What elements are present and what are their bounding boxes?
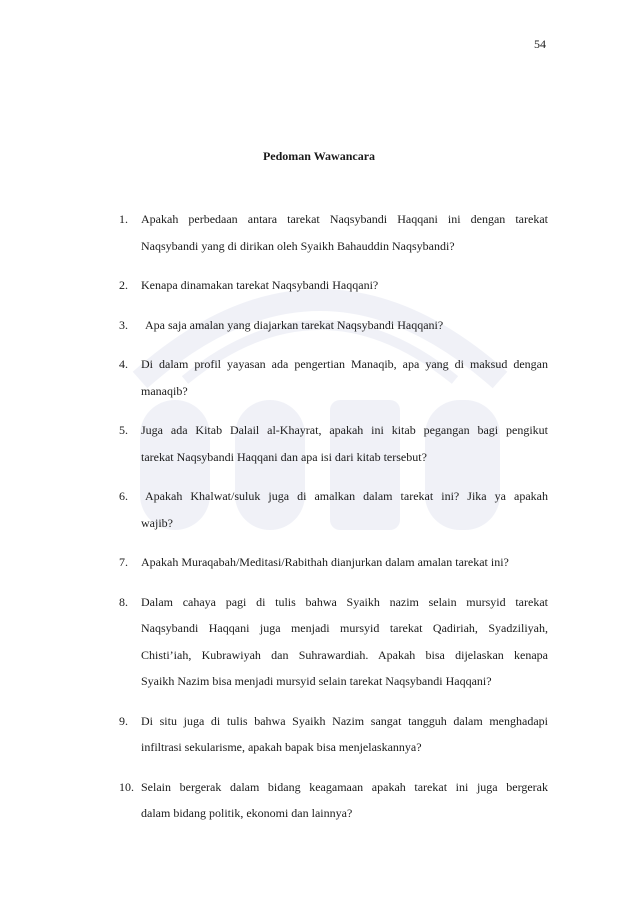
- question-number: 3.: [119, 317, 128, 332]
- question-item-8: [119, 589, 548, 695]
- question-line: Apakah Muraqabah/Meditasi/Rabithah dianjurkan dalam amalan tarekat ini?: [141, 555, 509, 569]
- question-line: tarekat Naqsybandi Haqqani dan apa isi dari kitab tersebut?: [141, 449, 427, 464]
- question-line: Apakah perbedaan antara tarekat Naqsybandi Haqqani ini dengan tarekat: [141, 212, 548, 226]
- question-line: Di dalam profil yayasan ada pengertian Manaqib, apa yang di maksud dengan: [141, 357, 548, 371]
- question-line: Apa saja amalan yang diajarkan tarekat Naqsybandi Haqqani?: [145, 317, 444, 332]
- question-line: infiltrasi sekularisme, apakah bapak bisa menjelaskannya?: [141, 740, 422, 754]
- question-number: 5.: [119, 423, 128, 437]
- question-line: wajib?: [141, 515, 173, 530]
- question-number: 7.: [119, 555, 128, 569]
- question-item-2: [119, 272, 548, 299]
- question-item-7: [119, 549, 548, 576]
- question-number: 1.: [119, 212, 128, 226]
- page-number: 54: [534, 37, 546, 51]
- page-title: Pedoman Wawancara: [262, 149, 376, 163]
- question-line: Syaikh Nazim bisa menjadi mursyid selain tarekat Naqsybandi Haqqani?: [141, 674, 492, 688]
- question-line: dalam bidang politik, ekonomi dan lainnya?: [141, 806, 353, 820]
- question-item-6: [119, 483, 548, 536]
- question-line: Chisti’iah, Kubrawiyah dan Suhrawardiah. Apakah bisa dijelaskan kenapa: [141, 647, 548, 662]
- question-item-3: [119, 312, 548, 339]
- question-line: Naqsybandi yang di dirikan oleh Syaikh Bahauddin Naqsybandi?: [141, 238, 455, 253]
- question-number: 4.: [119, 357, 128, 371]
- question-item-9: [119, 708, 548, 761]
- question-line: Naqsybandi Haqqani juga menjadi mursyid tarekat Qadiriah, Syadziliyah,: [141, 621, 548, 635]
- question-item-4: [119, 351, 548, 404]
- question-item-10: [119, 774, 548, 827]
- question-line: Apakah Khalwat/suluk juga di amalkan dalam tarekat ini? Jika ya apakah: [145, 489, 548, 503]
- question-item-1: [119, 206, 548, 259]
- question-line: manaqib?: [141, 383, 188, 398]
- question-list: [119, 206, 548, 840]
- question-line: Di situ juga di tulis bahwa Syaikh Nazim sangat tangguh dalam menghadapi: [141, 713, 548, 728]
- question-number: 10.: [119, 779, 134, 794]
- question-line: Kenapa dinamakan tarekat Naqsybandi Haqqani?: [141, 278, 379, 292]
- question-number: 8.: [119, 594, 128, 609]
- question-line: Selain bergerak dalam bidang keagamaan apakah tarekat ini juga bergerak: [141, 779, 548, 794]
- question-item-5: [119, 417, 548, 470]
- question-number: 9.: [119, 713, 128, 728]
- question-line: Dalam cahaya pagi di tulis bahwa Syaikh nazim selain mursyid tarekat: [141, 594, 548, 609]
- question-number: 6.: [119, 489, 128, 503]
- question-number: 2.: [119, 278, 128, 292]
- question-line: Juga ada Kitab Dalail al-Khayrat, apakah ini kitab pegangan bagi pengikut: [141, 423, 548, 437]
